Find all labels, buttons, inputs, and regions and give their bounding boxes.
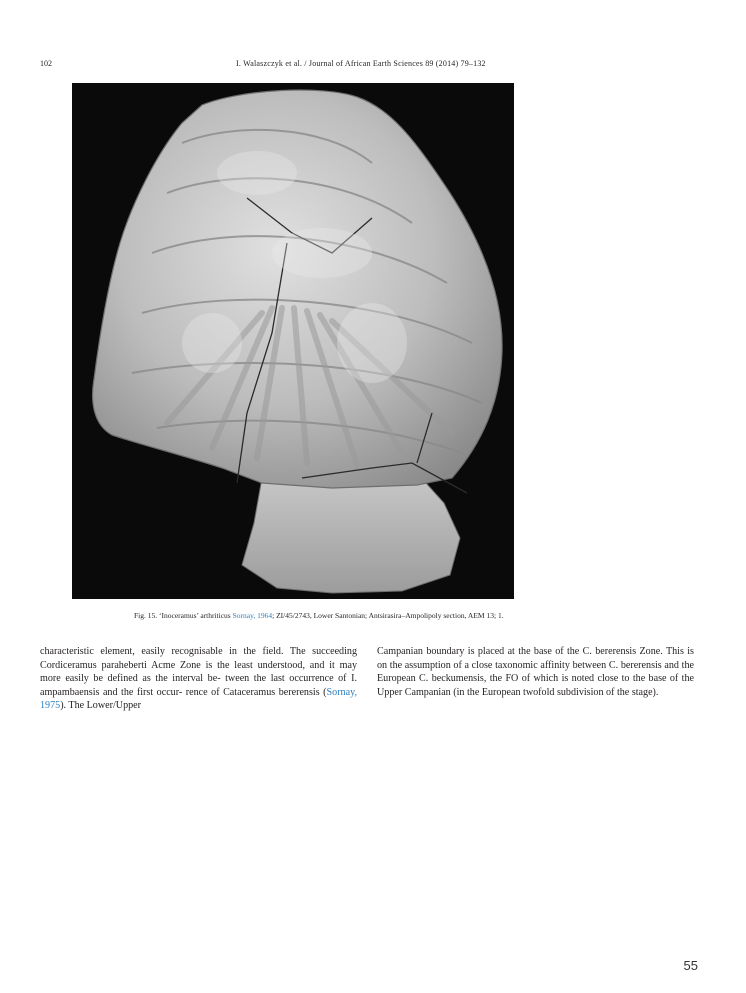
caption-label: Fig. 15. [134,611,158,620]
caption-scale: 1. [497,611,504,620]
right-column-text: Campanian boundary is placed at the base of the C. bererensis Zone. This is on the assumption of a close taxonomic affinity between C. bererensis and the European C. beckumensis, the FO of which is noted close to the base of the Upper Campanian (in the European twofold subdivision of the stage). [377,646,694,698]
page-number: 102 [40,59,52,68]
body-column-left [40,645,357,713]
left-column-text-2: ). The Lower/Upper [60,700,142,712]
journal-reference: I. Walaszczyk et al. / Journal of African Earth Sciences 89 (2014) 79–132 [236,59,486,68]
figure-caption [134,611,634,621]
fossil-shell-image [72,83,514,599]
left-column-citation-link[interactable]: Sornay, 1975 [40,686,357,712]
sheet-number: 55 [683,958,698,973]
figure-photo [72,83,514,599]
caption-citation-link[interactable]: Sornay, 1964 [232,611,273,620]
body-column-right [377,645,694,699]
running-head [40,58,694,70]
caption-taxon: ‘Inoceramus’ arthriticus [159,611,231,620]
caption-details: ; ZI/45/2743, Lower Santonian; Antsirasira–Ampolipoly section, AEM 13; [272,611,497,620]
left-column-text-1: characteristic element, easily recognisable in the field. The succeeding Cordiceramus paraheberti Acme Zone is the least understood, and it may more easily be defined as the interval be- tween the last occurrence of I. ampambaensis and the first occur- rence of Cataceramus bererensis ( [40,646,357,698]
